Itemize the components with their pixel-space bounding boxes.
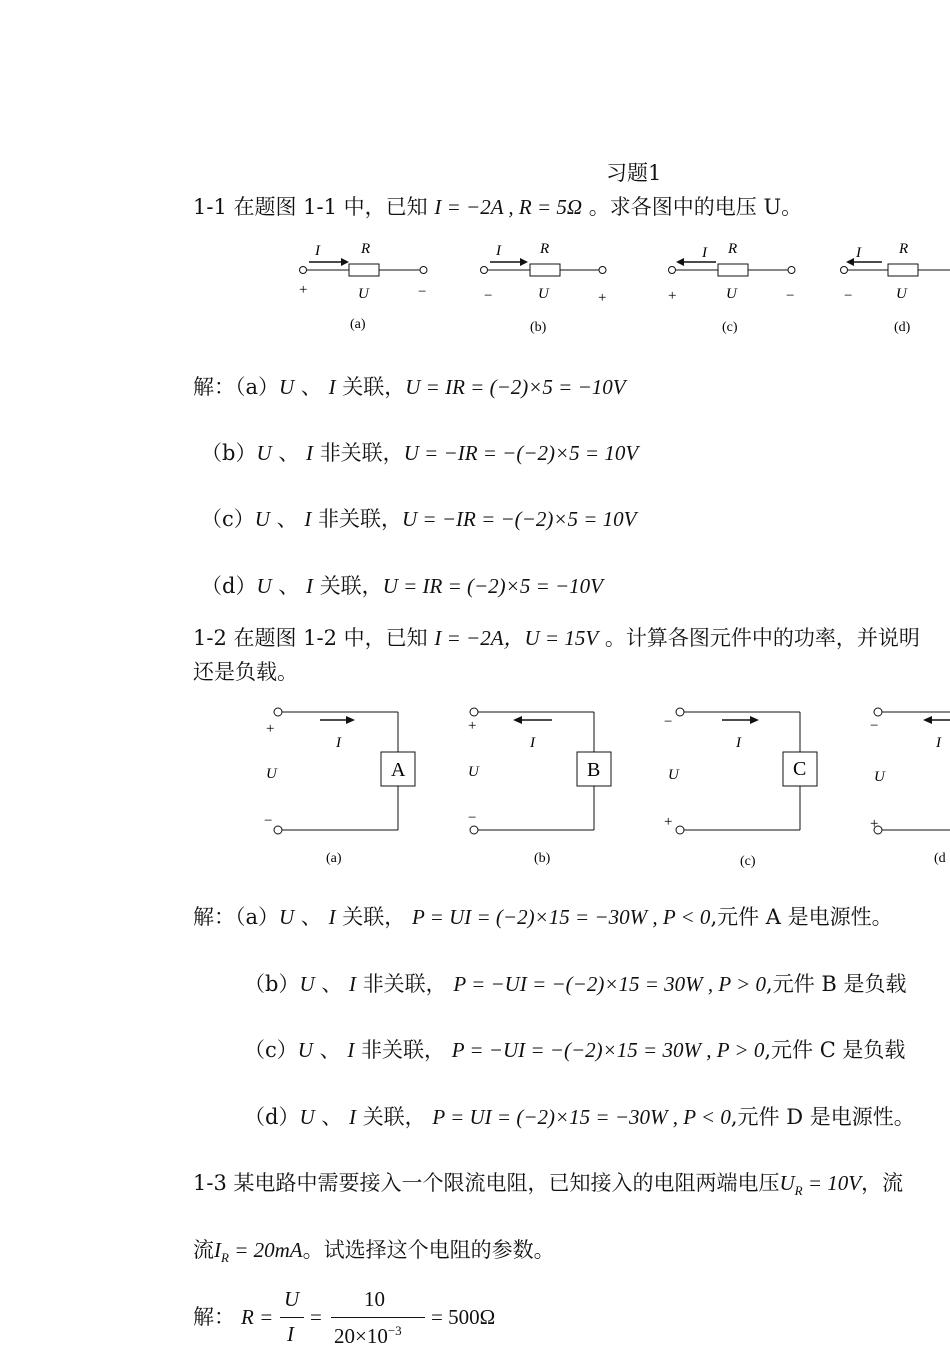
fig-voltage-label: U xyxy=(874,769,885,785)
conclusion: ,元件 D 是电源性。 xyxy=(730,1105,915,1129)
solution-1-2-c xyxy=(244,1040,905,1061)
solution-prefix: 解： xyxy=(193,375,235,399)
fig-current-label: I xyxy=(736,735,741,751)
symbol-ur: U xyxy=(779,1171,795,1195)
solution-tag: （b） xyxy=(201,441,257,465)
fig-bottom-sign: − xyxy=(264,813,273,829)
fig-caption: (d) xyxy=(894,320,911,335)
conclusion: ,元件 C 是负载 xyxy=(764,1038,906,1062)
figure-1-1-b xyxy=(476,238,616,338)
solution-tag: （c） xyxy=(244,1038,298,1062)
solution-tag: （b） xyxy=(244,972,300,996)
figure-1-1-c xyxy=(666,238,806,338)
symbol-i: I xyxy=(328,905,336,929)
fig-element-label: A xyxy=(391,759,406,781)
fig-voltage-label: U xyxy=(266,766,277,782)
solution-prefix: 解： xyxy=(193,905,235,929)
denominator-base: 20×10 xyxy=(334,1324,388,1348)
fig-element-label: B xyxy=(587,759,601,781)
problem-1-1-intro: 1-1 在题图 1-1 中，已知 xyxy=(193,195,428,219)
voltage-value: = 10V xyxy=(802,1171,862,1195)
fig-resistor-label: R xyxy=(540,241,550,257)
conclusion: ,元件 B 是负载 xyxy=(766,972,907,996)
symbol-i: I xyxy=(306,574,313,598)
fig-bottom-sign: + xyxy=(870,816,879,832)
solution-1-2-d xyxy=(244,1107,915,1128)
relation: 关联， xyxy=(319,574,383,598)
solution-tag: （a） xyxy=(235,375,280,399)
figure-1-1-d xyxy=(838,238,950,338)
symbol-u: U xyxy=(279,375,295,399)
problem-1-3-line1 xyxy=(193,1173,903,1197)
problem-1-1-ask: 。求各图中的电压 U。 xyxy=(588,195,803,219)
figure-1-2-c xyxy=(662,700,832,870)
solution-1-1-b xyxy=(201,443,638,464)
relation: 非关联， xyxy=(319,441,404,465)
relation: 非关联， xyxy=(362,972,447,996)
fig-right-sign: + xyxy=(598,290,607,306)
fig-caption: (b) xyxy=(534,851,551,866)
fig-bottom-sign: + xyxy=(664,814,673,830)
fraction-1-bar xyxy=(280,1317,304,1318)
solution-1-3-result: = 500Ω xyxy=(431,1305,496,1329)
fig-voltage-label: U xyxy=(468,764,479,780)
relation: 关联， xyxy=(342,375,406,399)
figure-1-2-b xyxy=(462,700,632,870)
symbol-u: U xyxy=(279,905,295,929)
separator: 、 xyxy=(276,507,298,531)
fig-current-label: I xyxy=(702,245,707,261)
symbol-u: U xyxy=(256,441,272,465)
separator: 、 xyxy=(278,441,300,465)
page-title: 习题1 xyxy=(606,161,662,185)
figure-1-2-d xyxy=(866,700,950,870)
problem-1-3-pre: 流 xyxy=(193,1238,214,1262)
symbol-ir: I xyxy=(214,1238,221,1262)
symbol-i: I xyxy=(306,441,313,465)
figure-1-2-a xyxy=(260,700,430,870)
equation: U = IR = (−2)×5 = −10V xyxy=(382,574,604,598)
fraction-2-bar xyxy=(331,1317,425,1318)
separator: 、 xyxy=(300,905,322,929)
symbol-i: I xyxy=(347,1038,355,1062)
fig-voltage-label: U xyxy=(538,286,549,302)
problem-1-3-tail: ，流 xyxy=(861,1171,904,1195)
fig-bottom-sign: − xyxy=(468,810,477,826)
fig-top-sign: − xyxy=(870,718,879,734)
fig-voltage-label: U xyxy=(668,767,679,783)
fig-caption: (b) xyxy=(530,320,547,335)
solution-1-1-c xyxy=(201,509,637,530)
symbol-i: I xyxy=(328,375,336,399)
subscript-r: R xyxy=(221,1250,229,1266)
solution-1-1-d xyxy=(201,576,603,597)
symbol-u: U xyxy=(256,574,272,598)
fig-caption: (a) xyxy=(350,317,366,332)
fig-caption: (c) xyxy=(740,854,756,869)
fig-caption: (a) xyxy=(326,851,342,866)
symbol-u: U xyxy=(297,1038,313,1062)
separator: 、 xyxy=(319,1038,341,1062)
separator: 、 xyxy=(300,375,322,399)
symbol-i: I xyxy=(349,1105,356,1129)
equation: P = −UI = −(−2)×15 = 30W , P > 0 xyxy=(453,972,767,996)
subscript-r: R xyxy=(794,1183,803,1199)
problem-1-1-given: I = −2A , R = 5Ω xyxy=(434,195,583,219)
fig-current-label: I xyxy=(936,735,941,751)
problem-1-3-text: 。试选择这个电阻的参数。 xyxy=(302,1238,555,1262)
fraction-2-numerator: 10 xyxy=(364,1287,385,1311)
symbol-u: U xyxy=(299,972,315,996)
problem-1-1-statement xyxy=(193,197,802,218)
solution-tag: （d） xyxy=(244,1105,300,1129)
relation: 关联， xyxy=(342,905,406,929)
fig-left-sign: + xyxy=(668,288,677,304)
fig-current-label: I xyxy=(530,735,535,751)
fraction-2-denominator xyxy=(334,1324,402,1347)
fig-element-label: C xyxy=(793,758,807,780)
problem-1-2-ask: 。计算各图元件中的功率，并说明 xyxy=(604,626,920,650)
fig-left-sign: + xyxy=(299,282,308,298)
equals-sign: = xyxy=(310,1305,322,1329)
problem-1-3-text: 1-3 某电路中需要接入一个限流电阻，已知接入的电阻两端电压 xyxy=(193,1171,780,1195)
problem-1-2-statement xyxy=(193,628,920,649)
solution-tag: （a） xyxy=(235,905,280,929)
denominator-exponent: −3 xyxy=(387,1323,402,1338)
equation: P = UI = (−2)×15 = −30W , P < 0 xyxy=(411,905,711,929)
equation: U = IR = (−2)×5 = −10V xyxy=(405,375,626,399)
fig-current-label: I xyxy=(336,735,341,751)
relation: 非关联， xyxy=(361,1038,445,1062)
fig-right-sign: − xyxy=(418,284,427,300)
figure-1-1-a xyxy=(295,238,435,338)
fig-top-sign: − xyxy=(664,714,673,730)
equation: P = UI = (−2)×15 = −30W , P < 0 xyxy=(432,1105,731,1129)
problem-1-2-line2: 还是负载。 xyxy=(193,660,298,684)
relation: 关联， xyxy=(362,1105,426,1129)
solution-1-3-lhs: R = xyxy=(241,1305,274,1329)
fig-resistor-label: R xyxy=(899,241,909,257)
solution-1-2-a xyxy=(193,907,893,928)
fraction-1-numerator: U xyxy=(284,1287,300,1311)
separator: 、 xyxy=(321,1105,343,1129)
fig-right-sign: − xyxy=(786,288,795,304)
separator: 、 xyxy=(278,574,300,598)
fig-resistor-label: R xyxy=(728,241,738,257)
fig-resistor-label: R xyxy=(361,241,371,257)
problem-1-2-intro: 1-2 在题图 1-2 中，已知 xyxy=(193,626,428,650)
problem-1-2-given: I = −2A，U = 15V xyxy=(434,626,599,650)
solution-tag: （d） xyxy=(201,574,257,598)
fig-voltage-label: U xyxy=(896,286,907,302)
symbol-u: U xyxy=(254,507,270,531)
solution-tag: （c） xyxy=(201,507,255,531)
conclusion: ,元件 A 是电源性。 xyxy=(710,905,893,929)
equation: U = −IR = −(−2)×5 = 10V xyxy=(402,507,637,531)
symbol-i: I xyxy=(304,507,312,531)
separator: 、 xyxy=(321,972,343,996)
fig-current-label: I xyxy=(496,243,501,259)
fig-top-sign: + xyxy=(266,721,275,737)
fraction-1-denominator: I xyxy=(287,1322,294,1346)
current-value: = 20mA xyxy=(228,1238,303,1262)
fig-caption: (c) xyxy=(722,320,738,335)
equation: P = −UI = −(−2)×15 = 30W , P > 0 xyxy=(451,1038,765,1062)
fig-top-sign: + xyxy=(468,718,477,734)
fig-voltage-label: U xyxy=(726,286,737,302)
fig-left-sign: − xyxy=(484,288,493,304)
symbol-i: I xyxy=(349,972,356,996)
solution-1-3-prefix: 解： xyxy=(193,1305,235,1329)
fig-left-sign: − xyxy=(844,288,853,304)
solution-1-1-a xyxy=(193,377,626,398)
solution-1-2-b xyxy=(244,974,907,995)
symbol-u: U xyxy=(299,1105,315,1129)
equation: U = −IR = −(−2)×5 = 10V xyxy=(403,441,639,465)
problem-1-3-line2 xyxy=(193,1240,555,1264)
relation: 非关联， xyxy=(318,507,402,531)
fig-current-label: I xyxy=(315,243,320,259)
fig-voltage-label: U xyxy=(358,286,369,302)
fig-current-label: I xyxy=(856,245,861,261)
fig-caption: (d xyxy=(934,851,946,866)
